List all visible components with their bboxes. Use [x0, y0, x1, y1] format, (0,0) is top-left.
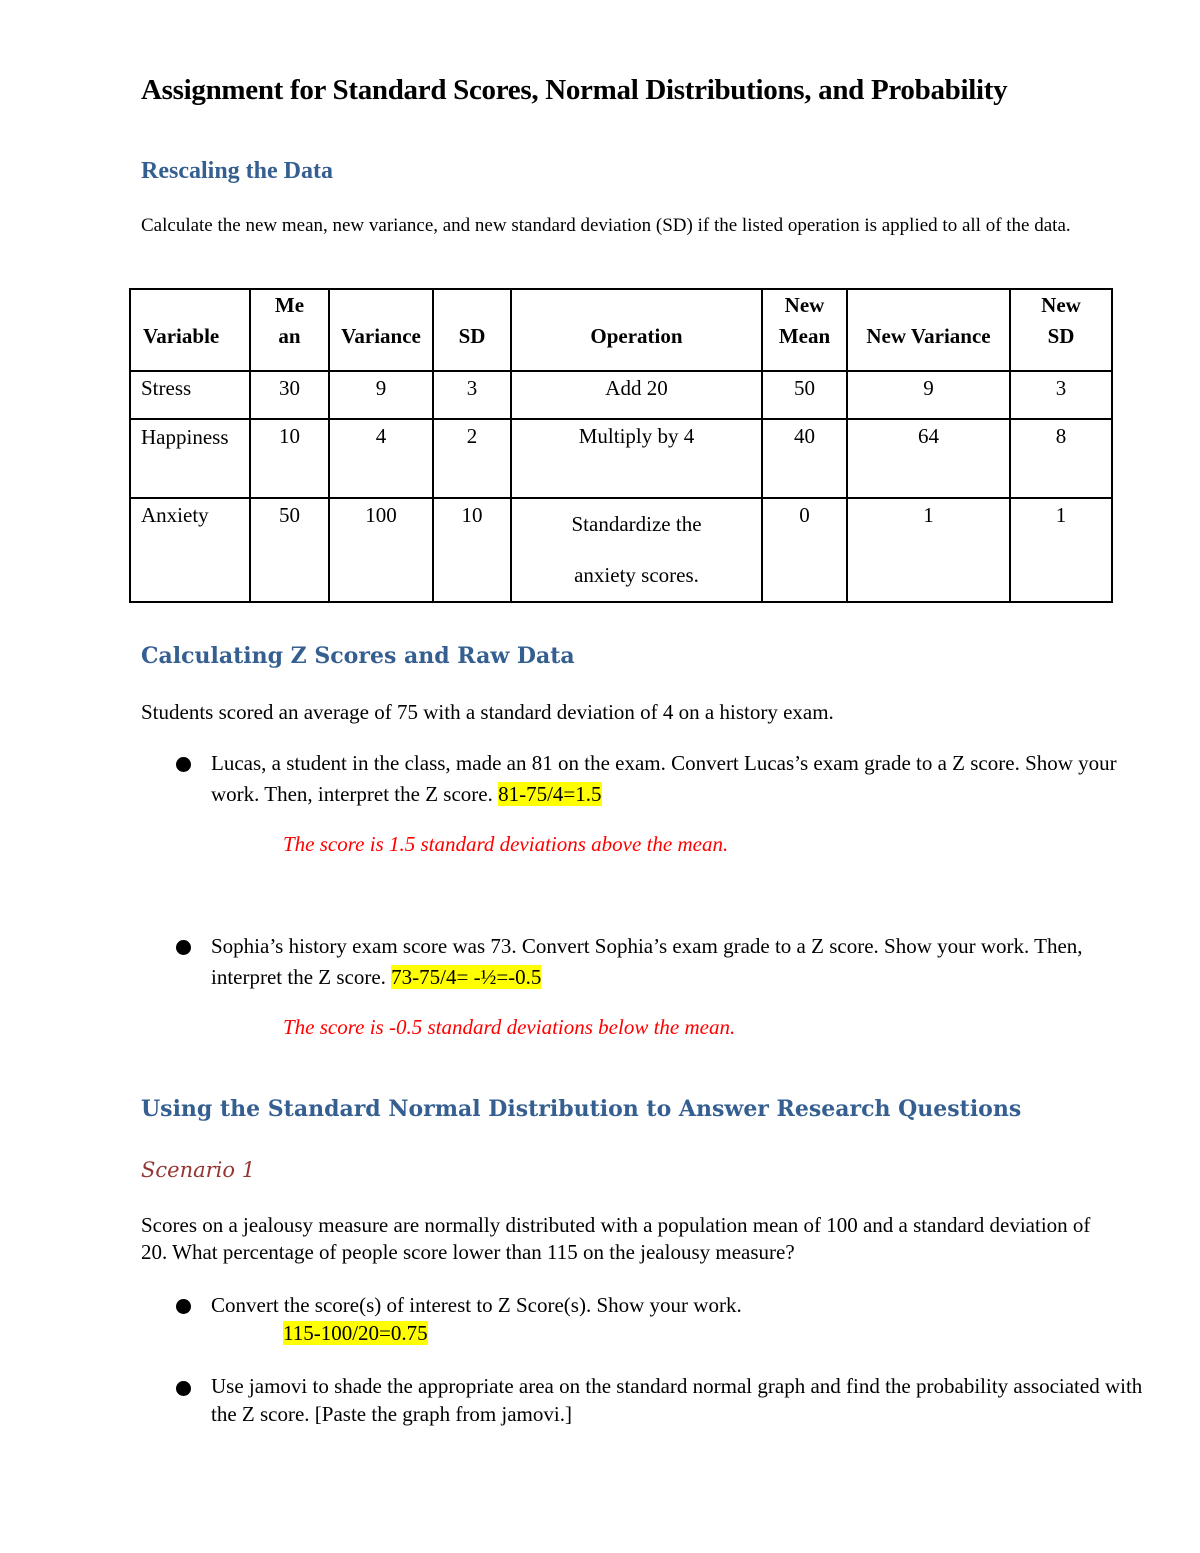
column-header: Variable	[130, 289, 250, 371]
column-header: Operation	[511, 289, 762, 371]
question-text: Lucas, a student in the class, made an 81 on the exam. Convert Lucas’s exam grade to a Z score. Show your work. Then, interpret the Z score.	[211, 751, 1117, 806]
table-cell: 64	[847, 419, 1010, 498]
table-cell: 1	[847, 498, 1010, 602]
answer-text: The score is -0.5 standard deviations below the mean.	[283, 1015, 736, 1039]
column-header: New Mean	[762, 289, 847, 371]
column-header: Variance	[329, 289, 433, 371]
bullet-icon	[176, 757, 191, 772]
list-item: Use jamovi to shade the appropriate area on the standard normal graph and find the probability associated with the Z score. [Paste the graph from jamovi.]	[211, 1374, 1143, 1426]
normal-heading: Using the Standard Normal Distribution to Answer Research Questions	[141, 1096, 1022, 1122]
table-row	[130, 498, 1112, 602]
scenario-label: Scenario 1	[141, 1158, 256, 1182]
table-cell: Happiness	[130, 419, 250, 498]
work-highlight: 81-75/4=1.5	[498, 782, 602, 806]
work-line	[283, 1321, 428, 1346]
table-cell: 2	[433, 419, 511, 498]
table-header-row	[130, 289, 1112, 371]
rescaling-instructions: Calculate the new mean, new variance, and new standard deviation (SD) if the listed operation is applied to all of the data.	[141, 215, 1071, 236]
table-cell: 3	[433, 371, 511, 419]
list-item	[211, 748, 1151, 810]
table-cell: Multiply by 4	[511, 419, 762, 498]
table-cell: Stress	[130, 371, 250, 419]
table-cell: 100	[329, 498, 433, 602]
table-cell: 4	[329, 419, 433, 498]
work-highlight: 115-100/20=0.75	[283, 1321, 428, 1345]
bullet-icon	[176, 940, 191, 955]
list-item	[211, 931, 1151, 993]
bullet-icon	[176, 1299, 191, 1314]
document-title: Assignment for Standard Scores, Normal Distributions, and Probability	[141, 74, 1008, 106]
table-cell: 10	[433, 498, 511, 602]
table-cell: 9	[329, 371, 433, 419]
table-cell: Add 20	[511, 371, 762, 419]
list-item: Convert the score(s) of interest to Z Score(s). Show your work.	[211, 1293, 742, 1317]
rescaling-table	[129, 288, 1113, 603]
table-cell: 50	[762, 371, 847, 419]
column-header: New Variance	[847, 289, 1010, 371]
bullet-icon	[176, 1381, 191, 1396]
answer-text: The score is 1.5 standard deviations above the mean.	[283, 832, 729, 856]
table-cell: 3	[1010, 371, 1112, 419]
table-cell: 1	[1010, 498, 1112, 602]
rescaling-heading: Rescaling the Data	[141, 158, 333, 184]
scenario-question: Scores on a jealousy measure are normally distributed with a population mean of 100 and a standard deviation of 20. What percentage of people score lower than 115 on the jealousy measure?	[141, 1213, 1091, 1264]
table-cell: 40	[762, 419, 847, 498]
table-cell: 50	[250, 498, 329, 602]
column-header: New SD	[1010, 289, 1112, 371]
table-cell: 30	[250, 371, 329, 419]
column-header: SD	[433, 289, 511, 371]
table-row	[130, 371, 1112, 419]
table-cell: Standardize the anxiety scores.	[511, 498, 762, 602]
table-row	[130, 419, 1112, 498]
table-cell: Anxiety	[130, 498, 250, 602]
work-highlight: 73-75/4= -½=-0.5	[391, 965, 542, 989]
question-text: Sophia’s history exam score was 73. Convert Sophia’s exam grade to a Z score. Show your work. Then, interpret the Z score.	[211, 934, 1083, 989]
table-cell: 9	[847, 371, 1010, 419]
zscores-intro: Students scored an average of 75 with a standard deviation of 4 on a history exam.	[141, 700, 834, 724]
zscores-heading: Calculating Z Scores and Raw Data	[141, 643, 575, 669]
table-cell: 8	[1010, 419, 1112, 498]
table-cell: 10	[250, 419, 329, 498]
column-header: Mean	[250, 289, 329, 371]
table-cell: 0	[762, 498, 847, 602]
